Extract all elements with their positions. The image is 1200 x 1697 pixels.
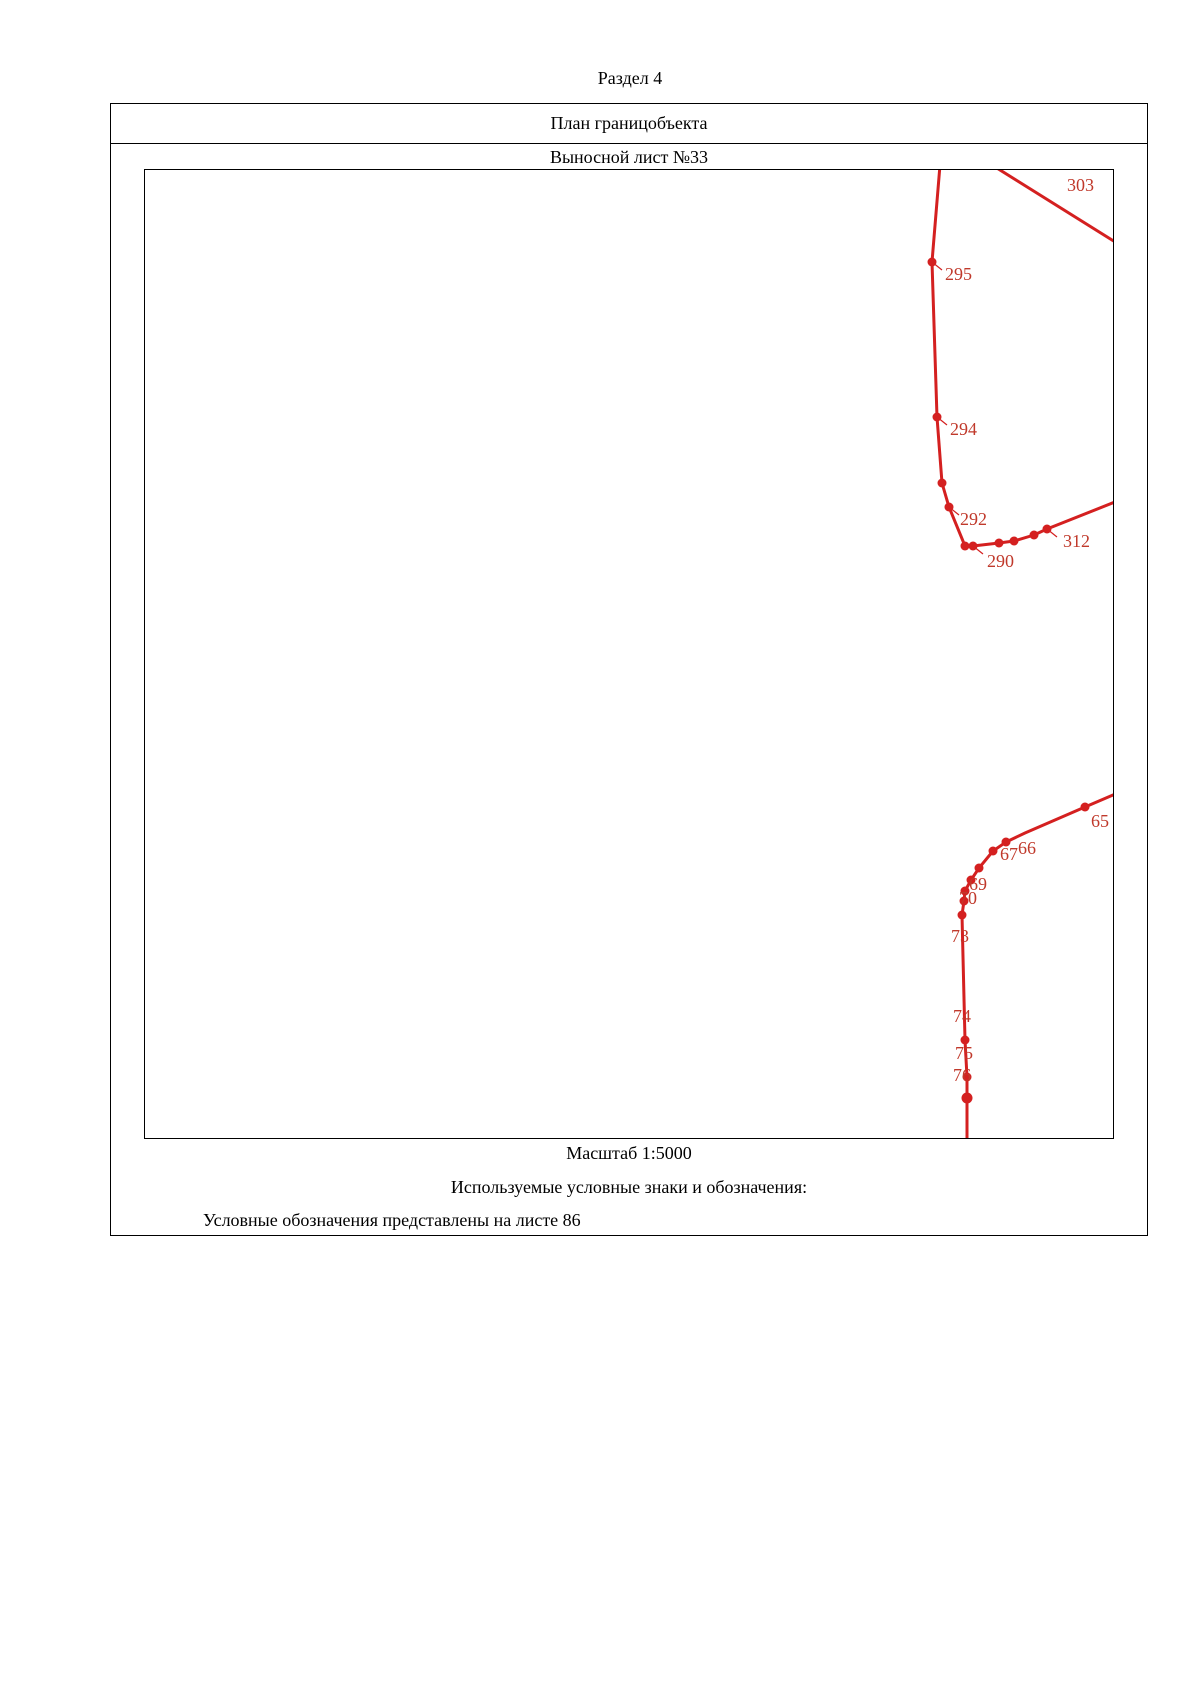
vertex-marker [995, 539, 1004, 548]
scale-text: Масштаб 1:5000 [566, 1143, 692, 1163]
vertex-marker [975, 864, 984, 873]
point-label: 292 [960, 509, 987, 529]
boundary-line-upper [932, 170, 1114, 546]
point-label: 74 [953, 1006, 971, 1026]
plan-title: План границобъекта [111, 104, 1147, 144]
vertex-marker [961, 542, 970, 551]
point-label: 303 [1067, 175, 1094, 195]
point-label: 75 [955, 1043, 973, 1063]
point-label: 65 [1091, 811, 1109, 831]
point-label: 76 [953, 1065, 971, 1085]
boundary-map-svg [145, 170, 1114, 1139]
point-label: 294 [950, 419, 977, 439]
point-label: 73 [951, 926, 969, 946]
point-label: 290 [987, 551, 1014, 571]
point-label: 295 [945, 264, 972, 284]
legend-title: Используемые условные знаки и обозначения: [450, 1177, 808, 1197]
vertex-marker [989, 847, 998, 856]
vertex-marker [1030, 531, 1039, 540]
legend-note: Условные обозначения представлены на листе 86 [203, 1210, 581, 1230]
vertex-marker [1010, 537, 1019, 546]
boundary-line-lower [962, 792, 1114, 1139]
section-title: Раздел 4 [597, 68, 663, 88]
boundary-map [144, 169, 1114, 1139]
point-label: 67 [1000, 844, 1018, 864]
point-label: 70 [959, 888, 977, 908]
boundary-line-top-right [992, 170, 1114, 245]
vertex-marker [938, 479, 947, 488]
vertex-marker [962, 1093, 973, 1104]
point-label: 312 [1063, 531, 1090, 551]
vertex-marker [1081, 803, 1090, 812]
plan-frame [110, 103, 1148, 1236]
point-label: 66 [1018, 838, 1036, 858]
boundary-vertices [928, 258, 1090, 1104]
point-label: 69 [969, 874, 987, 894]
sheet-title: Выносной лист №33 [549, 147, 709, 167]
vertex-marker [958, 911, 967, 920]
